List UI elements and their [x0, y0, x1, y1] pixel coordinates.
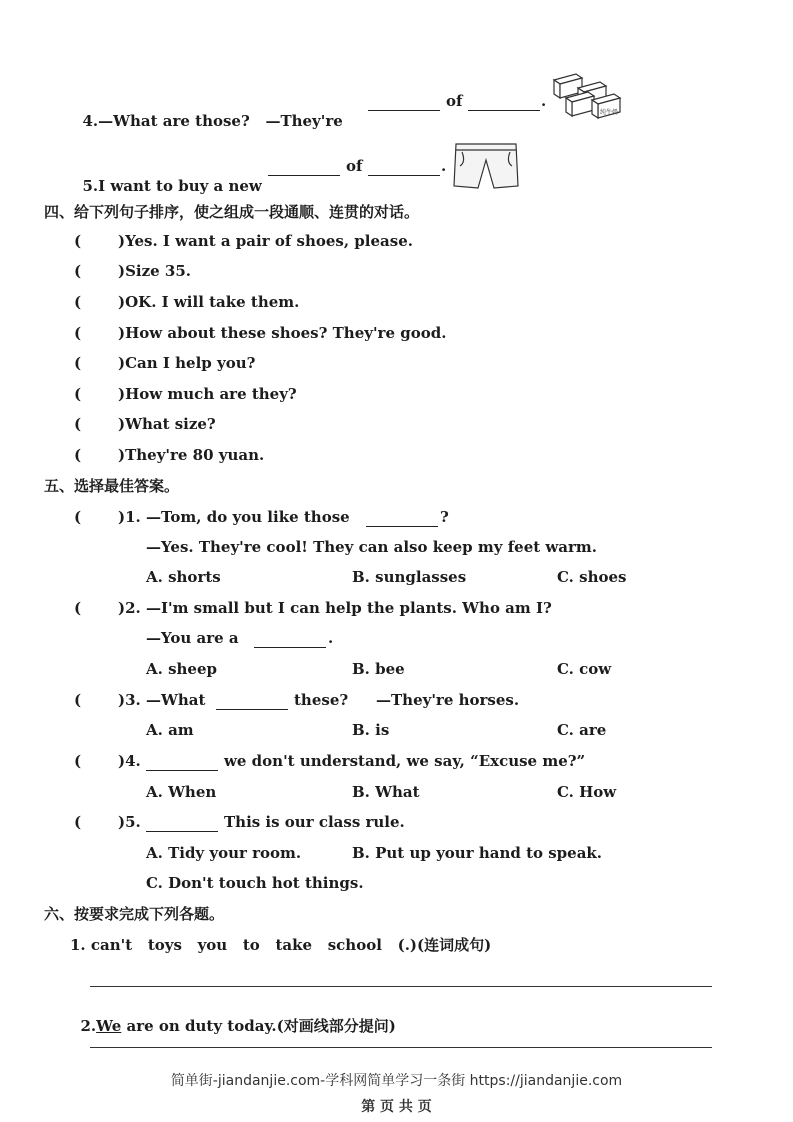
q4-question: —What are those?: [98, 112, 250, 130]
mc-q1-option-c[interactable]: C. shoes: [557, 568, 627, 586]
q5-period: .: [441, 157, 447, 175]
answer-paren-open[interactable]: (: [74, 691, 82, 709]
mc-q3-blank[interactable]: [216, 695, 288, 710]
mc-q3-stem-b: these?: [294, 691, 349, 709]
q5-line: [72, 156, 262, 196]
mc-q2-option-b[interactable]: B. bee: [352, 660, 405, 678]
part6-q2: [70, 996, 396, 1036]
q4-blank-1[interactable]: [368, 96, 440, 111]
mc-q5-stem: This is our class rule.: [224, 813, 405, 831]
mc-q2-blank[interactable]: [254, 633, 326, 648]
answer-paren-open[interactable]: (: [74, 508, 82, 526]
answer-paren-open[interactable]: (: [74, 446, 82, 464]
part4-heading: 四、给下列句子排序，使之组成一段通顺、连贯的对话。: [44, 203, 420, 221]
mc-q4-option-a[interactable]: A. When: [146, 783, 217, 801]
mc-q1-stem: )1. —Tom, do you like those: [118, 508, 350, 526]
answer-paren-open[interactable]: (: [74, 599, 82, 617]
q5-blank-2[interactable]: [368, 161, 440, 176]
part4-sentence: )OK. I will take them.: [118, 293, 300, 311]
part6-q2-underlined-word: We: [96, 1017, 122, 1035]
mc-q5-option-a[interactable]: A. Tidy your room.: [146, 844, 302, 862]
part4-sentence: )Size 35.: [118, 262, 192, 280]
mc-q3-reply: —They're horses.: [376, 691, 520, 709]
part6-q2-answer-line[interactable]: [90, 1047, 712, 1048]
q5-blank-1[interactable]: [268, 161, 340, 176]
mc-q2-option-a[interactable]: A. sheep: [146, 660, 218, 678]
mc-q3-option-b[interactable]: B. is: [352, 721, 390, 739]
q4-line: [72, 91, 343, 131]
q5-number: 5.: [82, 177, 99, 195]
mc-q4-stem: we don't understand, we say, “Excuse me?”: [224, 752, 586, 770]
mc-q4-blank[interactable]: [146, 756, 218, 771]
milk-boxes-image: [548, 72, 622, 120]
part5-heading: 五、选择最佳答案。: [44, 477, 180, 495]
answer-paren-open[interactable]: (: [74, 813, 82, 831]
mc-q4-option-c[interactable]: C. How: [557, 783, 617, 801]
part6-heading: 六、按要求完成下列各题。: [44, 905, 225, 923]
part4-sentence: )What size?: [118, 415, 216, 433]
mc-q5-number: )5.: [118, 813, 141, 831]
answer-paren-open[interactable]: (: [74, 415, 82, 433]
part4-sentence: )Yes. I want a pair of shoes, please.: [118, 232, 413, 250]
q4-number: 4.: [82, 112, 99, 130]
mc-q5-option-c[interactable]: C. Don't touch hot things.: [146, 874, 364, 892]
answer-paren-open[interactable]: (: [74, 752, 82, 770]
part4-sentence: )Can I help you?: [118, 354, 256, 372]
mc-q4-option-b[interactable]: B. What: [352, 783, 420, 801]
mc-q5-option-b[interactable]: B. Put up your hand to speak.: [352, 844, 603, 862]
mc-q2-reply-end: .: [328, 629, 334, 647]
mc-q1-reply: —Yes. They're cool! They can also keep my feet warm.: [146, 538, 598, 556]
mc-q3-option-c[interactable]: C. are: [557, 721, 607, 739]
part6-q1: 1. can't toys you to take school (.)(连词成句): [70, 936, 492, 954]
mc-q3-option-a[interactable]: A. am: [146, 721, 194, 739]
q4-answer-start: —They're: [265, 112, 343, 130]
answer-paren-open[interactable]: (: [74, 354, 82, 372]
part4-sentence: )How much are they?: [118, 385, 297, 403]
milk-box-label: 纯牛奶: [600, 109, 619, 116]
mc-q4-number: )4.: [118, 752, 141, 770]
mc-q1-end: ?: [440, 508, 449, 526]
shorts-image: [452, 140, 520, 190]
part6-q1-answer-line[interactable]: [90, 986, 712, 987]
mc-q2-option-c[interactable]: C. cow: [557, 660, 612, 678]
answer-paren-open[interactable]: (: [74, 232, 82, 250]
mc-q5-blank[interactable]: [146, 817, 218, 832]
mc-q3-stem: )3. —What: [118, 691, 206, 709]
q5-question: I want to buy a new: [98, 177, 262, 195]
q4-blank-2[interactable]: [468, 96, 540, 111]
mc-q1-option-a[interactable]: A. shorts: [146, 568, 221, 586]
answer-paren-open[interactable]: (: [74, 262, 82, 280]
q4-of: of: [446, 92, 463, 110]
part6-q2-number: 2.: [80, 1017, 97, 1035]
q5-of: of: [346, 157, 363, 175]
mc-q2-reply: —You are a: [146, 629, 239, 647]
part4-sentence: )They're 80 yuan.: [118, 446, 265, 464]
answer-paren-open[interactable]: (: [74, 385, 82, 403]
part6-q2-rest: are on duty today.(对画线部分提问): [121, 1017, 396, 1035]
part4-sentence: )How about these shoes? They're good.: [118, 324, 447, 342]
footer-source: 简单街-jiandanjie.com-学科网简单学习一条街 https://jiandanjie.com: [170, 1073, 623, 1089]
mc-q2-stem: )2. —I'm small but I can help the plants. Who am I?: [118, 599, 552, 617]
answer-paren-open[interactable]: (: [74, 324, 82, 342]
mc-q1-blank[interactable]: [366, 512, 438, 527]
footer-page: 第 页 共 页: [361, 1099, 432, 1115]
answer-paren-open[interactable]: (: [74, 293, 82, 311]
mc-q1-option-b[interactable]: B. sunglasses: [352, 568, 467, 586]
q4-period: .: [541, 92, 547, 110]
